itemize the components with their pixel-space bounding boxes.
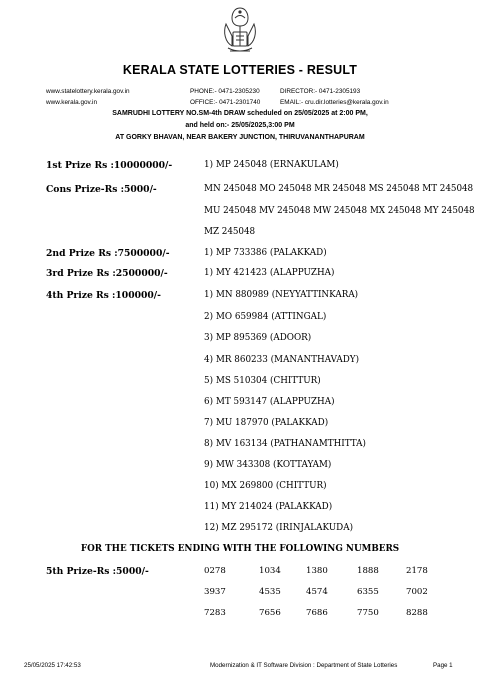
fourth-prize-winner: 10) MX 269800 (CHITTUR) <box>204 481 327 491</box>
footer-page-number: Page 1 <box>433 662 453 669</box>
fifth-prize-number: 7283 <box>204 608 226 618</box>
office-phone: OFFICE:- 0471-2301740 <box>190 99 261 106</box>
fifth-prize-number: 4535 <box>259 587 281 597</box>
fifth-prize-number: 7686 <box>306 608 328 618</box>
second-prize-label: 2nd Prize Rs :7500000/- <box>46 248 170 259</box>
fourth-prize-label: 4th Prize Rs :100000/- <box>46 290 161 301</box>
cons-prize-label: Cons Prize-Rs :5000/- <box>46 184 157 195</box>
draw-held-line: and held on:- 25/05/2025,3:00 PM <box>185 122 295 129</box>
fourth-prize-winner: 12) MZ 295172 (IRINJALAKUDA) <box>204 523 354 533</box>
fifth-prize-number: 1888 <box>357 566 379 576</box>
fourth-prize-winner: 8) MV 163134 (PATHANAMTHITTA) <box>204 439 366 449</box>
first-prize-label: 1st Prize Rs :10000000/- <box>46 160 173 171</box>
fourth-prize-winner: 6) MT 593147 (ALAPPUZHA) <box>204 397 335 407</box>
website-link[interactable]: www.statelottery.kerala.gov.in <box>46 88 130 95</box>
fourth-prize-winner: 9) MW 343308 (KOTTAYAM) <box>204 460 332 470</box>
cons-prize-line: MZ 245048 <box>204 227 256 237</box>
draw-venue-line: AT GORKY BHAVAN, NEAR BAKERY JUNCTION, THIRUVANANTHAPURAM <box>115 134 365 141</box>
fifth-prize-number: 7750 <box>357 608 379 618</box>
fourth-prize-winner: 7) MU 187970 (PALAKKAD) <box>204 418 329 428</box>
fifth-prize-number: 4574 <box>306 587 328 597</box>
fourth-prize-winner: 3) MP 895369 (ADOOR) <box>204 333 312 343</box>
page-title: KERALA STATE LOTTERIES - RESULT <box>122 63 358 77</box>
fourth-prize-winner: 4) MR 860233 (MANANTHAVADY) <box>204 355 360 365</box>
fifth-prize-number: 8288 <box>406 608 428 618</box>
fifth-prize-number: 7656 <box>259 608 281 618</box>
fifth-prize-number: 0278 <box>204 566 226 576</box>
fourth-prize-winner: 2) MO 659984 (ATTINGAL) <box>204 312 327 322</box>
fifth-prize-number: 6355 <box>357 587 379 597</box>
footer-timestamp: 25/05/2025 17:42:53 <box>24 662 81 669</box>
fourth-prize-winner: 1) MN 880989 (NEYYATTINKARA) <box>204 290 359 300</box>
third-prize-winner: 1) MY 421423 (ALAPPUZHA) <box>204 268 335 278</box>
ending-numbers-heading: FOR THE TICKETS ENDING WITH THE FOLLOWING NUMBERS <box>80 544 400 554</box>
email-link[interactable]: EMAIL:- cru.dir.lotteries@kerala.gov.in <box>280 99 389 106</box>
second-prize-winner: 1) MP 733386 (PALAKKAD) <box>204 248 327 258</box>
phone-number: PHONE:- 0471-2305230 <box>190 88 260 95</box>
fifth-prize-number: 1380 <box>306 566 328 576</box>
kerala-gov-link[interactable]: www.kerala.gov.in <box>46 99 98 106</box>
fifth-prize-number: 7002 <box>406 587 428 597</box>
fifth-prize-number: 3937 <box>204 587 226 597</box>
footer-division: Modernization & IT Software Division : Department of State Lotteries <box>210 662 398 669</box>
director-phone: DIRECTOR:- 0471-2305193 <box>280 88 361 95</box>
third-prize-label: 3rd Prize Rs :2500000/- <box>46 268 168 279</box>
fourth-prize-winner: 11) MY 214024 (PALAKKAD) <box>204 502 333 512</box>
first-prize-winner: 1) MP 245048 (ERNAKULAM) <box>204 160 339 170</box>
cons-prize-line: MN 245048 MO 245048 MR 245048 MS 245048 MT 245048 <box>204 184 474 194</box>
fifth-prize-number: 2178 <box>406 566 428 576</box>
cons-prize-line: MU 245048 MV 245048 MW 245048 MX 245048 MY 245048 <box>204 206 475 216</box>
fourth-prize-winner: 5) MS 510304 (CHITTUR) <box>204 376 321 386</box>
kerala-emblem-icon <box>220 6 260 56</box>
fifth-prize-label: 5th Prize-Rs :5000/- <box>46 566 149 577</box>
draw-info-line: SAMRUDHI LOTTERY NO.SM-4th DRAW scheduled on 25/05/2025 at 2:00 PM, <box>112 110 368 117</box>
fifth-prize-number: 1034 <box>259 566 281 576</box>
